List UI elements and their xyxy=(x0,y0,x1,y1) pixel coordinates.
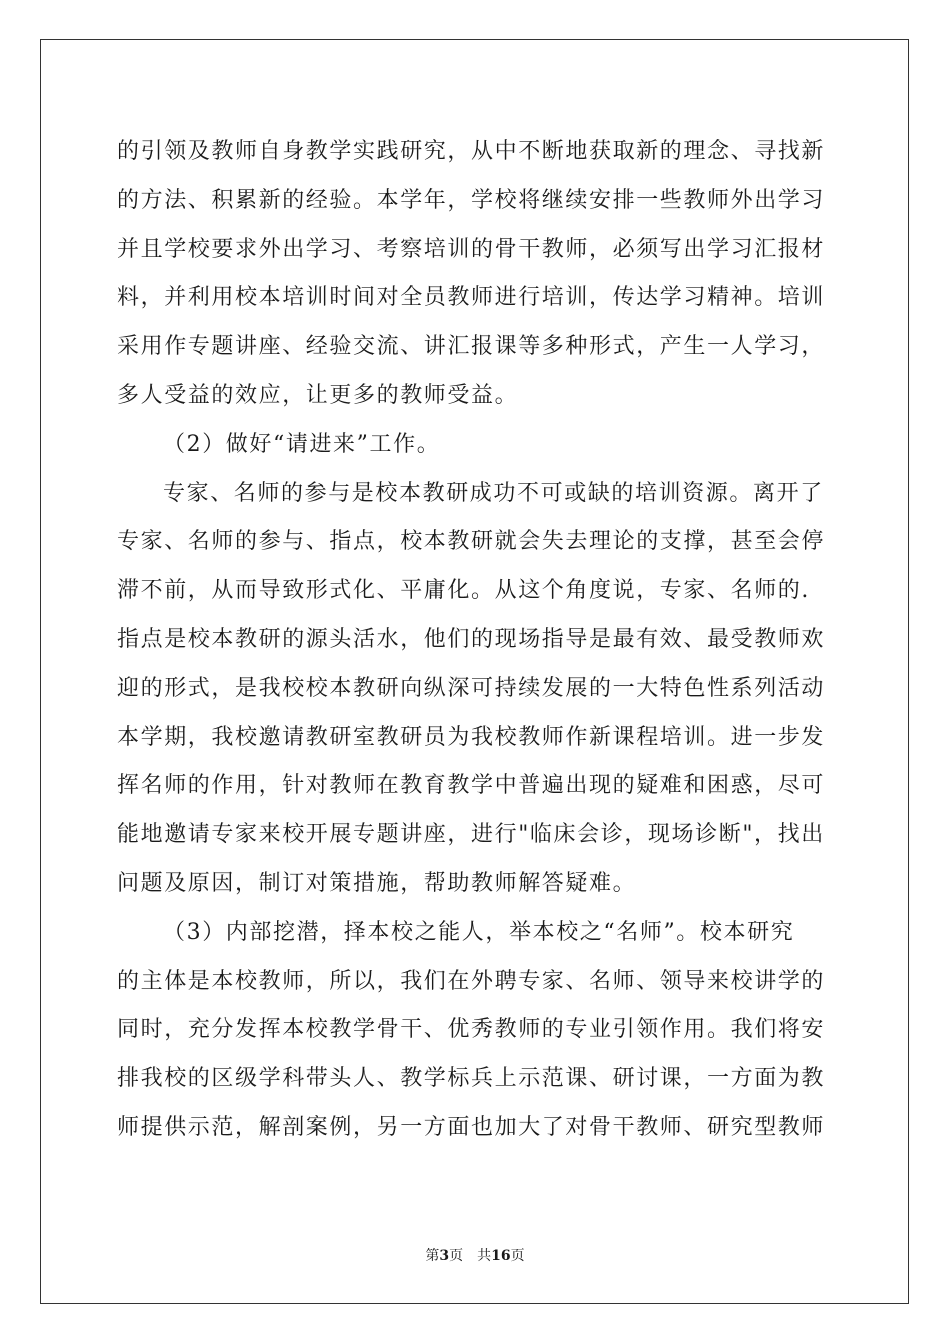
page-footer xyxy=(0,1245,950,1265)
page-number-current: 3 xyxy=(439,1248,450,1264)
page-total-prefix: 共 xyxy=(477,1248,492,1264)
text-line: 采用作专题讲座、经验交流、讲汇报课等多种形式，产生一人学习， xyxy=(117,334,826,360)
text-line: 的方法、积累新的经验。本学年，学校将继续安排一些教师外出学习 xyxy=(117,187,826,213)
section-heading: （3）内部挖潜，择本校之能人，举本校之“名师”。校本研究 xyxy=(163,919,795,945)
text-line: 的主体是本校教师，所以，我们在外聘专家、名师、领导来校讲学的 xyxy=(117,968,826,994)
text-line: 本学期，我校邀请教研室教研员为我校教师作新课程培训。进一步发 xyxy=(117,724,826,750)
text-line: 滞不前，从而导致形式化、平庸化。从这个角度说，专家、名师的. xyxy=(117,578,810,604)
page-number-prefix: 第 xyxy=(425,1248,440,1264)
text-line: 排我校的区级学科带头人、教学标兵上示范课、研讨课，一方面为教 xyxy=(117,1066,826,1092)
page-number-unit: 页 xyxy=(449,1248,464,1264)
page-total-unit: 页 xyxy=(510,1248,525,1264)
text-line: 指点是校本教研的源头活水，他们的现场指导是最有效、最受教师欢 xyxy=(117,626,826,652)
text-line: 问题及原因，制订对策措施，帮助教师解答疑难。 xyxy=(117,870,637,896)
text-line: 专家、名师的参与是校本教研成功不可或缺的培训资源。离开了 xyxy=(163,480,824,506)
text-line: 挥名师的作用，针对教师在教育教学中普遍出现的疑难和困惑，尽可 xyxy=(117,773,826,799)
page-total-count: 16 xyxy=(491,1248,511,1264)
text-line: 迎的形式，是我校校本教研向纵深可持续发展的一大特色性系列活动 xyxy=(117,675,826,701)
text-line: 料，并利用校本培训时间对全员教师进行培训，传达学习精神。培训 xyxy=(117,285,826,311)
text-line: 师提供示范，解剖案例，另一方面也加大了对骨干教师、研究型教师 xyxy=(117,1114,826,1140)
text-line: 多人受益的效应，让更多的教师受益。 xyxy=(117,382,519,408)
text-line: 同时，充分发挥本校教学骨干、优秀教师的专业引领作用。我们将安 xyxy=(117,1017,826,1043)
text-line: 并且学校要求外出学习、考察培训的骨干教师，必须写出学习汇报材 xyxy=(117,236,826,262)
section-heading: （2）做好“请进来”工作。 xyxy=(163,431,441,457)
text-line: 专家、名师的参与、指点，校本教研就会失去理论的支撑，甚至会停 xyxy=(117,529,826,555)
document-body xyxy=(117,128,835,1153)
text-line: 能地邀请专家来校开展专题讲座，进行"临床会诊，现场诊断"，找出 xyxy=(117,822,825,848)
text-line: 的引领及教师自身教学实践研究，从中不断地获取新的理念、寻找新 xyxy=(117,139,826,164)
